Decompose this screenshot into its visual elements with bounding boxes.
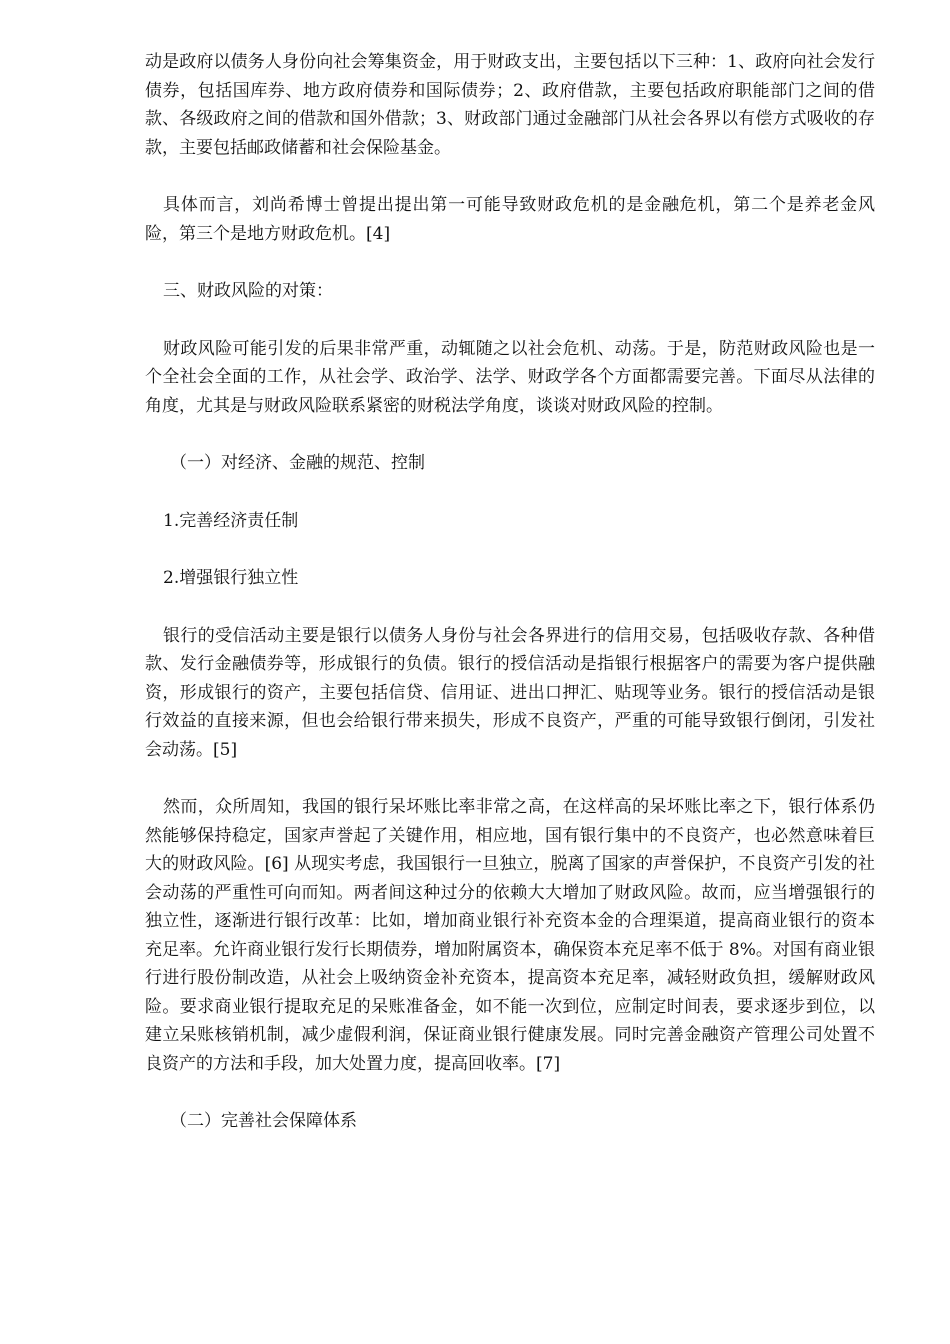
paragraph-debt-sources: 动是政府以债务人身份向社会筹集资金，用于财政支出，主要包括以下三种：1、政府向社会发行债券，包括国库券、地方政府债券和国际债券；2、政府借款，主要包括政府职能部门之间的借款、各级政府之间的借款和国外借款；3、财政部门通过金融部门从社会各界以有偿方式吸收的存款，主要包括邮政储蓄和社会保险基金。 — [145, 52, 875, 158]
paragraph-spacer — [145, 420, 875, 449]
paragraph-spacer — [145, 1078, 875, 1107]
item-heading-bank-independence: 2.增强银行独立性 — [163, 568, 299, 588]
paragraph-spacer — [145, 162, 875, 191]
paragraph-spacer — [145, 306, 875, 335]
paragraph-spacer — [145, 248, 875, 277]
paragraph-spacer — [145, 535, 875, 564]
paragraph-fiscal-crisis-causes: 具体而言，刘尚希博士曾提出提出第一可能导致财政危机的是金融危机，第二个是养老金风险，第三个是地方财政危机。[4] — [145, 195, 875, 244]
paragraph-spacer — [145, 478, 875, 507]
paragraph-bank-reform: 然而，众所周知，我国的银行呆坏账比率非常之高，在这样高的呆坏账比率之下，银行体系仍然能够保持稳定，国家声誉起了关键作用，相应地，国有银行集中的不良资产，也必然意味着巨大的财政风险。[6] 从现实考虑，我国银行一旦独立，脱离了国家的声誉保护，不良资产引发的社会动荡的严重性可向而知。两者间这种过分的依赖大大增加了财政风险。故而，应当增强银行的独立性，逐渐进行银行改革：比如，增加商业银行补充资本金的合理渠道，提高商业银行的资本充足率。允许商业银行发行长期债券，增加附属资本，确保资本充足率不低于 8%。对国有商业银行进行股份制改造，从社会上吸纳资金补充资本，提高资本充足率，减轻财政负担，缓解财政风险。要求商业银行提取充足的呆账准备金，如不能一次到位，应制定时间表，要求逐步到位，以建立呆账核销机制，减少虚假利润，保证商业银行健康发展。同时完善金融资产管理公司处置不良资产的方法和手段，加大处置力度，提高回收率。[7] — [145, 797, 875, 1074]
subsection-heading-social-security: （二）完善社会保障体系 — [170, 1111, 357, 1131]
subsection-heading-economy-finance: （一）对经济、金融的规范、控制 — [170, 453, 425, 473]
paragraph-spacer — [145, 764, 875, 793]
paragraph-risk-consequences: 财政风险可能引发的后果非常严重，动辄随之以社会危机、动荡。于是，防范财政风险也是一个全社会全面的工作，从社会学、政治学、法学、财政学各个方面都需要完善。下面尽从法律的角度，尤其是与财政风险联系紧密的财税法学角度，谈谈对财政风险的控制。 — [145, 338, 875, 416]
paragraph-spacer — [145, 593, 875, 622]
paragraph-bank-credit-activities: 银行的受信活动主要是银行以债务人身份与社会各界进行的信用交易，包括吸收存款、各种借款、发行金融债券等，形成银行的负债。银行的授信活动是指银行根据客户的需要为客户提供融资，形成银行的资产，主要包括信贷、信用证、进出口押汇、贴现等业务。银行的授信活动是银行效益的直接来源，但也会给银行带来损失，形成不良资产，严重的可能导致银行倒闭，引发社会动荡。[5] — [145, 625, 875, 760]
section-heading-countermeasures: 三、财政风险的对策： — [163, 281, 333, 301]
item-heading-responsibility-system: 1.完善经济责任制 — [163, 510, 299, 531]
document-page — [145, 48, 875, 1136]
